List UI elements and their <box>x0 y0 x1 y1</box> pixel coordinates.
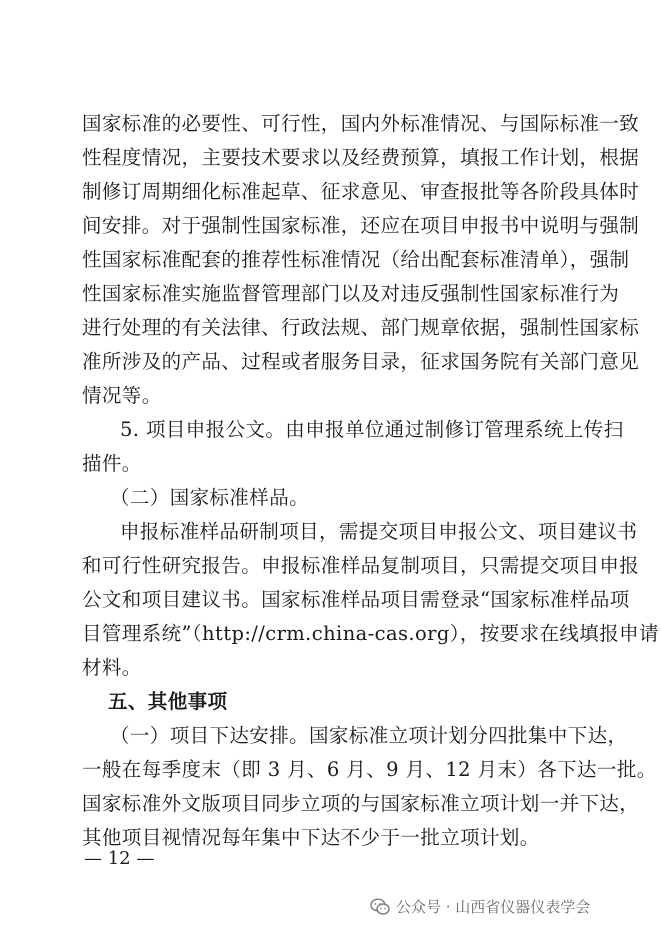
page-number: — 12 — <box>84 848 155 869</box>
paragraph-line: 公文和项目建议书。国家标准样品项目需登录“国家标准样品项 <box>82 588 630 611</box>
paragraph-line: 间安排。对于强制性国家标准，还应在项目申报书中说明与强制 <box>82 214 640 237</box>
paragraph-line: 其他项目视情况每年集中下达不少于一批立项计划。 <box>82 826 540 849</box>
section-heading: 五、其他事项 <box>108 690 228 713</box>
wechat-icon <box>370 898 390 916</box>
paragraph-line: 描件。 <box>82 452 142 475</box>
paragraph-line: 情况等。 <box>82 384 162 407</box>
paragraph-line: 国家标准的必要性、可行性，国内外标准情况、与国际标准一致 <box>82 112 640 135</box>
paragraph-line: 准所涉及的产品、过程或者服务目录，征求国务院有关部门意见 <box>82 350 640 373</box>
wechat-watermark <box>370 896 590 917</box>
paragraph-line: 材料。 <box>82 656 142 679</box>
paragraph-line: 性国家标准实施监督管理部门以及对违反强制性国家标准行为 <box>82 282 620 305</box>
section-subtitle: （二）国家标准样品。 <box>110 486 310 509</box>
paragraph-line: 进行处理的有关法律、行政法规、部门规章依据，强制性国家标 <box>82 316 640 339</box>
paragraph-line: 制修订周期细化标准起草、征求意见、审查报批等各阶段具体时 <box>82 180 640 203</box>
paragraph-line: （一）项目下达安排。国家标准立项计划分四批集中下达， <box>110 724 628 747</box>
paragraph-line: 性程度情况，主要技术要求以及经费预算，填报工作计划，根据 <box>82 146 640 169</box>
paragraph-line: 性国家标准配套的推荐性标准情况（给出配套标准清单），强制 <box>82 248 630 271</box>
paragraph-line: 5. 项目申报公文。由申报单位通过制修订管理系统上传扫 <box>120 418 624 441</box>
paragraph-line: 目管理系统”（http://crm.china-cas.org），按要求在线填报申请 <box>82 622 659 645</box>
paragraph-line: 和可行性研究报告。申报标准样品复制项目，只需提交项目申报 <box>82 554 640 577</box>
watermark-text: 公众号 · 山西省仪器仪表学会 <box>396 898 591 916</box>
paragraph-line: 一般在每季度末（即 3 月、6 月、9 月、12 月末）各下达一批。 <box>82 758 657 781</box>
paragraph-line: 申报标准样品研制项目，需提交项目申报公文、项目建议书 <box>120 520 638 543</box>
paragraph-line: 国家标准外文版项目同步立项的与国家标准立项计划一并下达， <box>82 792 640 815</box>
